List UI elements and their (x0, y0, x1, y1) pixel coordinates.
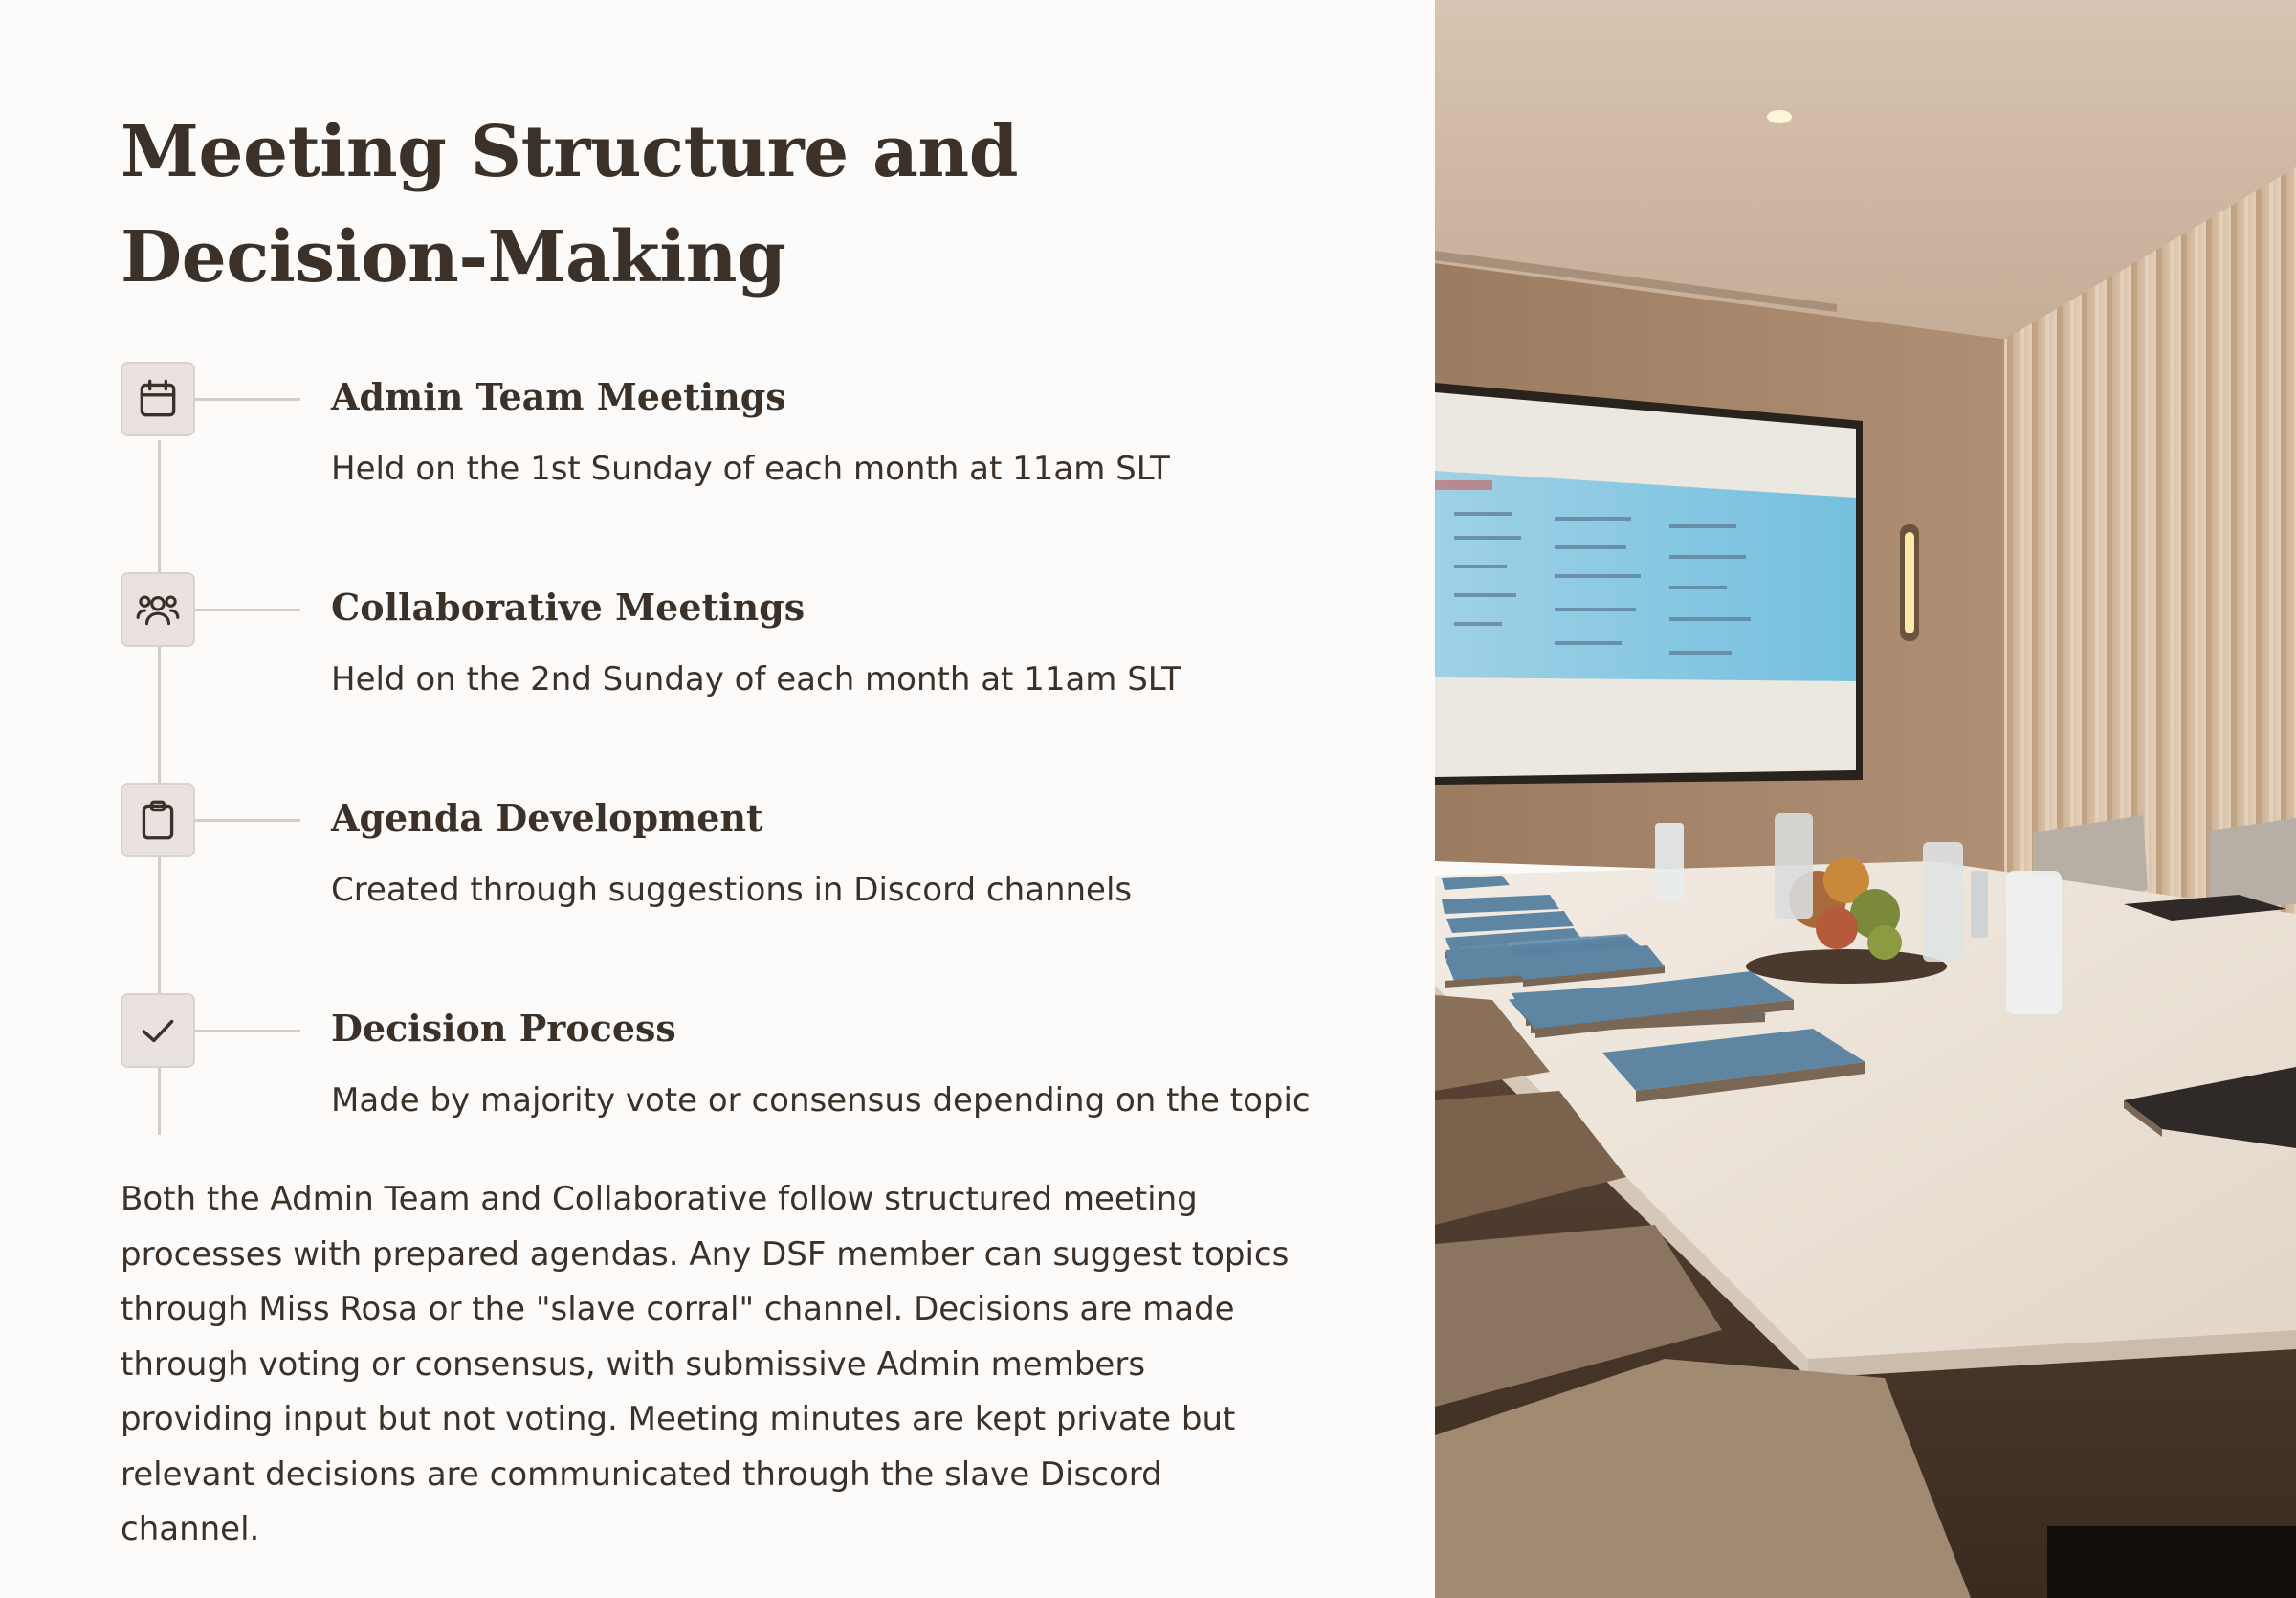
item-title: Decision Process (331, 1007, 676, 1050)
timeline-connector (195, 1030, 300, 1032)
timeline-item-decision-process (121, 993, 1364, 1165)
timeline-item-collaborative-meetings (121, 572, 1364, 744)
item-title: Collaborative Meetings (331, 586, 806, 629)
calendar-icon (121, 362, 195, 436)
timeline-connector (195, 819, 300, 822)
timeline-connector (195, 398, 300, 401)
item-description: Made by majority vote or consensus depending on the topic (331, 1081, 1311, 1120)
item-description: Held on the 1st Sunday of each month at 11am SLT (331, 450, 1170, 488)
clipboard-icon (121, 783, 195, 857)
item-description: Held on the 2nd Sunday of each month at 11am SLT (331, 660, 1181, 699)
conference-room-photo (1435, 0, 2296, 1598)
item-title: Admin Team Meetings (331, 375, 786, 418)
check-icon (121, 993, 195, 1068)
page-title: Meeting Structure and Decision-Making (121, 111, 1018, 299)
item-title: Agenda Development (331, 796, 763, 839)
users-icon (121, 572, 195, 647)
timeline-item-agenda-development (121, 783, 1364, 955)
timeline-connector (195, 609, 300, 611)
timeline-item-admin-meetings (121, 362, 1364, 534)
item-description: Created through suggestions in Discord channels (331, 871, 1133, 909)
summary-paragraph: Both the Admin Team and Collaborative follow structured meeting processes with prepared agendas. Any DSF member can suggest topics through Miss Rosa or the "slave corral" channel. Decisions are made through voting or consensus, with submissive Admin members providing input but not voting. Meeting minutes are kept private but relevant decisions are communicated through the slave Discord channel. (121, 1180, 1290, 1548)
